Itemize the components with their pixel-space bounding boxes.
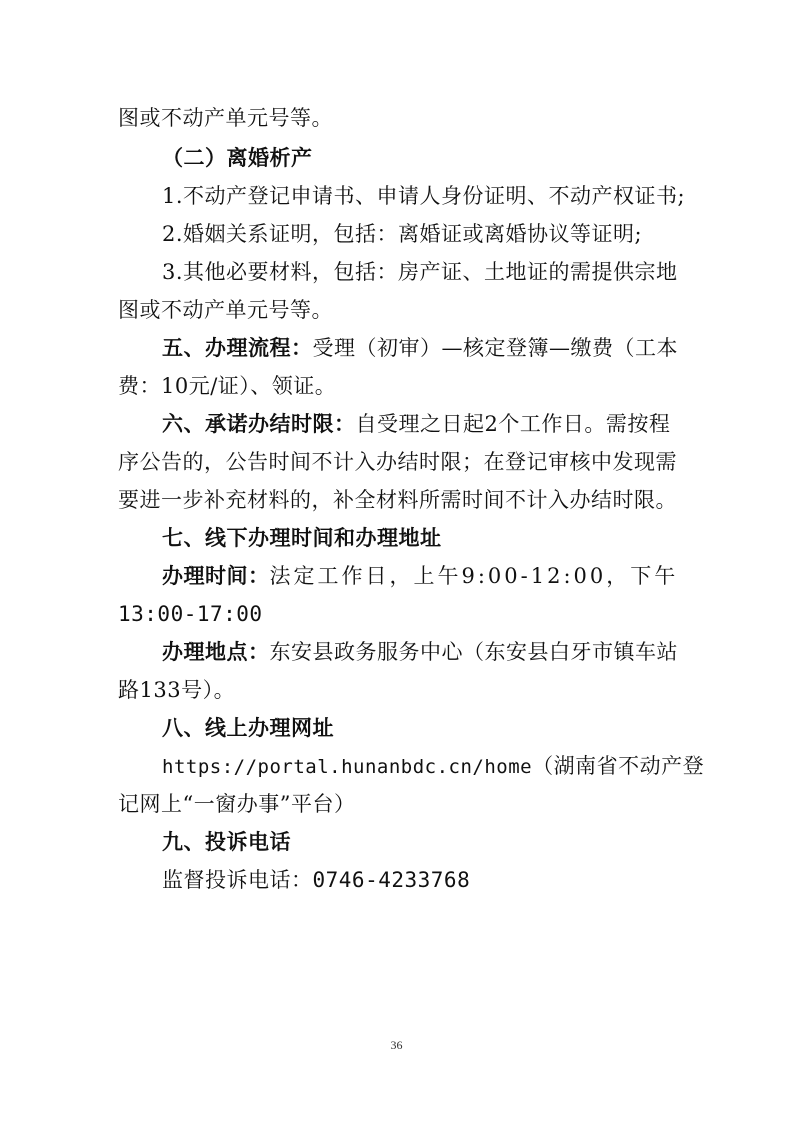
section-process — [162, 334, 678, 362]
text-line: 图或不动产单元号等。 — [118, 298, 333, 322]
section-heading: 九、投诉电话 — [162, 830, 291, 854]
address-text: 东安县政务服务中心（东安县白牙市镇车站 — [269, 640, 678, 664]
online-url-line — [162, 752, 705, 781]
text-line: 要进一步补充材料的，补全材料所需时间不计入办结时限。 — [118, 488, 677, 512]
url-description: （湖南省不动产登 — [532, 754, 705, 778]
phone-label: 监督投诉电话： — [162, 868, 313, 892]
section-time-limit — [162, 410, 678, 438]
section-heading: 六、承诺办结时限： — [162, 412, 356, 436]
section-text: 自受理之日起2个工作日。需按程 — [355, 412, 671, 436]
hours-text: 法定工作日，上午9:00-12:00，下午 — [269, 564, 679, 588]
page-number: 36 — [390, 1038, 403, 1052]
label: 办理时间： — [162, 564, 270, 588]
label: 办理地点： — [162, 640, 270, 664]
hours-continued: 13:00-17:00 — [118, 602, 263, 626]
section-text: 受理（初审）—核定登簿—缴费（工本 — [312, 336, 678, 360]
text-line: 图或不动产单元号等。 — [118, 106, 333, 130]
phone-number: 0746-4233768 — [312, 868, 471, 892]
subsection-heading: （二）离婚析产 — [162, 146, 313, 170]
list-item: 2.婚姻关系证明，包括：离婚证或离婚协议等证明; — [162, 222, 643, 246]
text-line: 序公告的，公告时间不计入办结时限；在登记审核中发现需 — [118, 450, 677, 474]
text-line: 记网上“一窗办事”平台） — [118, 792, 356, 816]
section-heading: 五、办理流程： — [162, 336, 313, 360]
text-line: 费：10元/证）、领证。 — [118, 374, 337, 398]
text-line: 路133号）。 — [118, 678, 236, 702]
url-link[interactable]: https://portal.hunanbdc.cn/home — [162, 756, 533, 778]
complaint-phone-line — [162, 866, 678, 894]
list-item: 3.其他必要材料，包括：房产证、土地证的需提供宗地 — [162, 260, 678, 284]
office-address — [162, 638, 678, 666]
office-hours — [162, 562, 678, 590]
list-item: 1.不动产登记申请书、申请人身份证明、不动产权证书; — [162, 184, 686, 208]
section-heading: 七、线下办理时间和办理地址 — [162, 526, 442, 550]
section-heading: 八、线上办理网址 — [162, 716, 334, 740]
